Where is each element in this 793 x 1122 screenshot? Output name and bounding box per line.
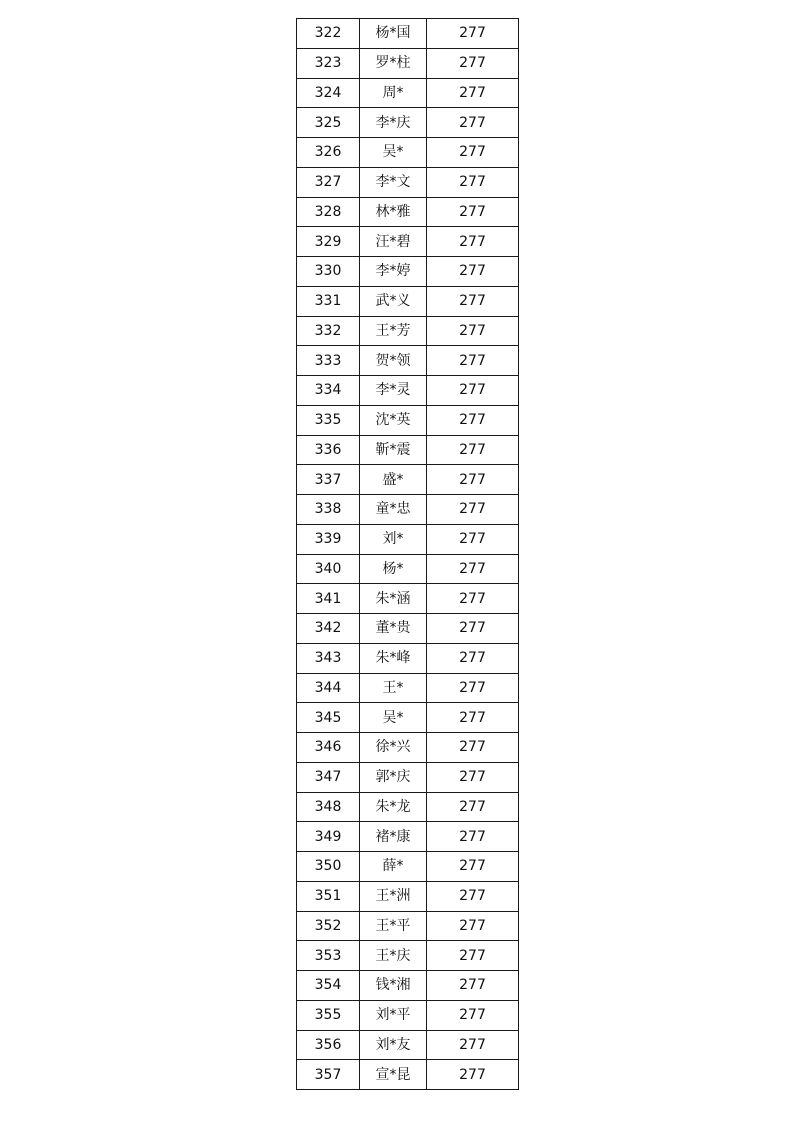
name-cell: 童*忠 [360,495,427,525]
score-table [296,18,519,1090]
name-cell: 王*庆 [360,941,427,971]
table-row [297,495,519,525]
table-row [297,108,519,138]
score-cell: 277 [427,465,519,495]
table-row [297,19,519,49]
table-row [297,286,519,316]
name-cell: 刘*友 [360,1030,427,1060]
row-number-cell: 347 [297,762,360,792]
row-number-cell: 342 [297,614,360,644]
score-cell: 277 [427,524,519,554]
score-cell: 277 [427,733,519,763]
table-row [297,257,519,287]
name-cell: 朱*峰 [360,643,427,673]
table-row [297,1030,519,1060]
name-cell: 王*洲 [360,881,427,911]
table-row [297,138,519,168]
score-cell: 277 [427,167,519,197]
score-cell: 277 [427,822,519,852]
score-cell: 277 [427,78,519,108]
table-row [297,346,519,376]
name-cell: 褚*康 [360,822,427,852]
name-cell: 汪*碧 [360,227,427,257]
name-cell: 王* [360,673,427,703]
table-row [297,197,519,227]
name-cell: 刘*平 [360,1000,427,1030]
table-row [297,167,519,197]
name-cell: 杨* [360,554,427,584]
name-cell: 朱*涵 [360,584,427,614]
table-row [297,703,519,733]
name-cell: 李*庆 [360,108,427,138]
row-number-cell: 341 [297,584,360,614]
row-number-cell: 345 [297,703,360,733]
score-cell: 277 [427,554,519,584]
score-cell: 277 [427,376,519,406]
table-row [297,524,519,554]
name-cell: 林*雅 [360,197,427,227]
row-number-cell: 326 [297,138,360,168]
table-row [297,405,519,435]
row-number-cell: 333 [297,346,360,376]
score-cell: 277 [427,643,519,673]
score-cell: 277 [427,852,519,882]
score-cell: 277 [427,138,519,168]
table-row [297,911,519,941]
table-row [297,1060,519,1090]
name-cell: 王*平 [360,911,427,941]
name-cell: 靳*震 [360,435,427,465]
table-row [297,792,519,822]
score-cell: 277 [427,405,519,435]
name-cell: 李*文 [360,167,427,197]
table-row [297,376,519,406]
name-cell: 薛* [360,852,427,882]
score-cell: 277 [427,881,519,911]
row-number-cell: 329 [297,227,360,257]
row-number-cell: 343 [297,643,360,673]
name-cell: 杨*国 [360,19,427,49]
row-number-cell: 346 [297,733,360,763]
table-row [297,971,519,1001]
table-row [297,1000,519,1030]
name-cell: 沈*英 [360,405,427,435]
row-number-cell: 325 [297,108,360,138]
row-number-cell: 354 [297,971,360,1001]
name-cell: 吴* [360,703,427,733]
name-cell: 郭*庆 [360,762,427,792]
name-cell: 罗*柱 [360,48,427,78]
table-row [297,554,519,584]
table-row [297,673,519,703]
name-cell: 宣*昆 [360,1060,427,1090]
row-number-cell: 331 [297,286,360,316]
name-cell: 王*芳 [360,316,427,346]
table-row [297,316,519,346]
table-row [297,941,519,971]
table-row [297,465,519,495]
score-cell: 277 [427,19,519,49]
score-cell: 277 [427,346,519,376]
name-cell: 吴* [360,138,427,168]
table-row [297,733,519,763]
row-number-cell: 355 [297,1000,360,1030]
score-cell: 277 [427,495,519,525]
row-number-cell: 330 [297,257,360,287]
row-number-cell: 351 [297,881,360,911]
row-number-cell: 353 [297,941,360,971]
score-cell: 277 [427,762,519,792]
name-cell: 周* [360,78,427,108]
score-cell: 277 [427,703,519,733]
score-cell: 277 [427,1000,519,1030]
name-cell: 李*灵 [360,376,427,406]
row-number-cell: 337 [297,465,360,495]
table-row [297,78,519,108]
table-row [297,435,519,465]
name-cell: 朱*龙 [360,792,427,822]
name-cell: 徐*兴 [360,733,427,763]
row-number-cell: 357 [297,1060,360,1090]
name-cell: 刘* [360,524,427,554]
score-cell: 277 [427,614,519,644]
score-cell: 277 [427,584,519,614]
score-cell: 277 [427,316,519,346]
row-number-cell: 349 [297,822,360,852]
row-number-cell: 332 [297,316,360,346]
row-number-cell: 336 [297,435,360,465]
score-cell: 277 [427,911,519,941]
name-cell: 李*婷 [360,257,427,287]
table-row [297,881,519,911]
row-number-cell: 323 [297,48,360,78]
row-number-cell: 334 [297,376,360,406]
table-row [297,822,519,852]
score-cell: 277 [427,286,519,316]
row-number-cell: 356 [297,1030,360,1060]
row-number-cell: 338 [297,495,360,525]
score-cell: 277 [427,1060,519,1090]
score-table-body [297,19,519,1090]
row-number-cell: 348 [297,792,360,822]
row-number-cell: 350 [297,852,360,882]
score-cell: 277 [427,48,519,78]
score-cell: 277 [427,1030,519,1060]
row-number-cell: 339 [297,524,360,554]
table-row [297,852,519,882]
score-cell: 277 [427,227,519,257]
score-cell: 277 [427,197,519,227]
row-number-cell: 327 [297,167,360,197]
score-cell: 277 [427,971,519,1001]
table-row [297,584,519,614]
row-number-cell: 340 [297,554,360,584]
score-cell: 277 [427,108,519,138]
table-row [297,762,519,792]
table-row [297,643,519,673]
name-cell: 盛* [360,465,427,495]
score-cell: 277 [427,435,519,465]
row-number-cell: 322 [297,19,360,49]
table-row [297,614,519,644]
row-number-cell: 352 [297,911,360,941]
table-row [297,227,519,257]
name-cell: 贺*领 [360,346,427,376]
row-number-cell: 335 [297,405,360,435]
score-cell: 277 [427,673,519,703]
row-number-cell: 324 [297,78,360,108]
name-cell: 董*贵 [360,614,427,644]
table-row [297,48,519,78]
score-cell: 277 [427,792,519,822]
score-cell: 277 [427,941,519,971]
row-number-cell: 344 [297,673,360,703]
name-cell: 武*义 [360,286,427,316]
name-cell: 钱*湘 [360,971,427,1001]
score-cell: 277 [427,257,519,287]
row-number-cell: 328 [297,197,360,227]
